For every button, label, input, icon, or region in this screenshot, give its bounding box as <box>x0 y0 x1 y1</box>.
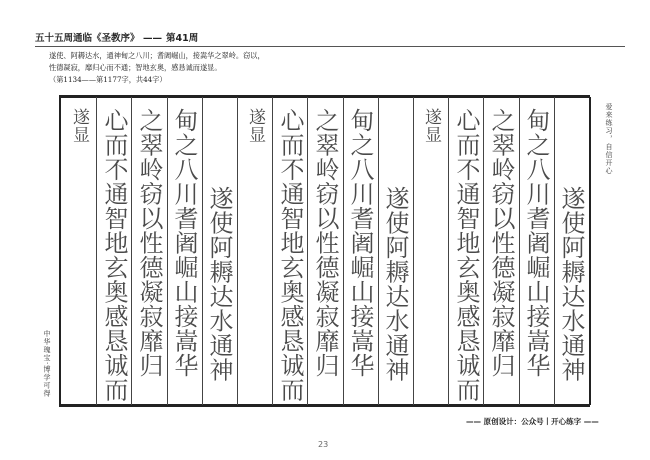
grid-top-rule <box>59 95 590 98</box>
footer-credit: —— 原创设计：公众号丨开心练字 —— <box>466 417 599 426</box>
calligraphy-column: 遂使阿耨达水通神 <box>557 186 585 382</box>
calligraphy-column: 甸之八川耆阇崛山接嵩华 <box>170 108 198 378</box>
header-title: 五十五周通临《圣教序》 <box>35 33 140 44</box>
calligraphy-column: 甸之八川耆阇崛山接嵩华 <box>522 108 550 378</box>
right-margin-note: 爱来练习，自信开心 <box>605 103 613 175</box>
calligraphy-column: 心而不通智地玄奥感恳诚而 <box>100 108 128 402</box>
header-dash: —— <box>143 33 162 44</box>
grid-column-line <box>202 97 203 405</box>
calligraphy-column: 之翠岭窃以性德凝寂靡归 <box>311 108 339 378</box>
grid-column-line <box>96 97 97 405</box>
grid-left-border <box>59 97 61 405</box>
calligraphy-column: 心而不通智地玄奥感恳诚而 <box>452 108 480 402</box>
page-header <box>35 34 625 47</box>
grid-bottom-rule <box>59 404 590 407</box>
grid-column-line <box>519 97 520 405</box>
grid-column-line <box>378 97 379 405</box>
calligraphy-column: 遂使阿耨达水通神 <box>205 186 233 382</box>
grid-column-line <box>167 97 168 405</box>
grid-column-line <box>343 97 344 405</box>
grid-column-line <box>554 97 555 405</box>
calligraphy-column: 遂使阿耨达水通神 <box>381 186 409 382</box>
header-week: 第41周 <box>166 33 199 44</box>
grid-column-line <box>237 97 238 405</box>
intro-line-3: （第1134——第1177字，共44字） <box>49 75 167 84</box>
calligraphy-column: 遂显 <box>69 108 89 144</box>
grid-column-line <box>483 97 484 405</box>
calligraphy-column: 甸之八川耆阇崛山接嵩华 <box>346 108 374 378</box>
page-number: 23 <box>318 440 329 449</box>
calligraphy-column: 遂显 <box>421 108 441 144</box>
grid-column-line <box>413 97 414 405</box>
grid-column-line <box>272 97 273 405</box>
grid-column-line <box>131 97 132 405</box>
calligraphy-column: 之翠岭窃以性德凝寂靡归 <box>487 108 515 378</box>
grid-column-line <box>448 97 449 405</box>
calligraphy-column: 心而不通智地玄奥感恳诚而 <box>276 108 304 402</box>
calligraphy-column: 遂显 <box>245 108 265 144</box>
intro-line-1: 遂使、阿耨达水，通神甸之八川；耆阇崛山，接嵩华之翠岭。窃以， <box>49 51 265 60</box>
grid-right-border <box>589 97 591 405</box>
calligraphy-column: 之翠岭窃以性德凝寂靡归 <box>135 108 163 378</box>
intro-line-2: 性德凝寂，靡归心而不通；智地玄奥，感恳诚而遂显。 <box>49 63 222 72</box>
left-margin-note: 中华瑰宝·博学可得 <box>43 330 51 398</box>
grid-column-line <box>307 97 308 405</box>
intro-text <box>49 50 265 86</box>
